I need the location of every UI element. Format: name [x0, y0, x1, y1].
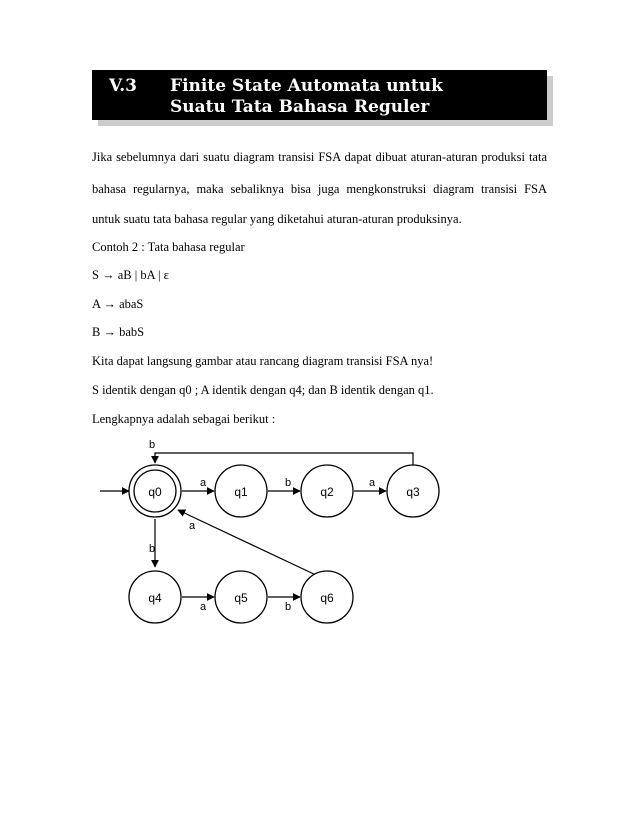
- edge-q6-q0: [178, 510, 318, 576]
- state-q5-label: q5: [234, 591, 248, 605]
- label-q4-q5: a: [199, 601, 207, 613]
- label-q0-q1: a: [199, 477, 207, 489]
- label-q1-q2: b: [284, 477, 292, 489]
- note-line-2: S identik dengan q0 ; A identik dengan q4; dan B identik dengan q1.: [92, 383, 434, 397]
- section-title-line2: Suatu Tata Bahasa Reguler: [170, 97, 430, 117]
- edge-q3-q0: [155, 453, 413, 465]
- paragraph-line-1: Jika sebelumnya dari suatu diagram transisi FSA dapat dibuat aturan-aturan produksi tata: [92, 150, 547, 164]
- rule-s: S → aB | bA | ε: [92, 268, 169, 282]
- state-q4-label: q4: [148, 591, 162, 605]
- label-q6-q0: a: [188, 520, 196, 532]
- example-heading: Contoh 2 : Tata bahasa regular: [92, 240, 245, 254]
- state-q1-label: q1: [234, 485, 248, 499]
- state-q6-label: q6: [320, 591, 334, 605]
- label-q5-q6: b: [284, 601, 292, 613]
- state-q0-label: q0: [148, 485, 162, 499]
- note-line-3: Lengkapnya adalah sebagai berikut :: [92, 412, 276, 426]
- section-title-line1: Finite State Automata untuk: [170, 76, 443, 96]
- rule-b: B → babS: [92, 325, 145, 339]
- label-q3-q0: b: [148, 439, 156, 451]
- paragraph-line-3: untuk suatu tata bahasa regular yang diketahui aturan-aturan produksinya.: [92, 212, 462, 226]
- state-q2-label: q2: [320, 485, 334, 499]
- section-number: V.3: [109, 76, 137, 96]
- rule-a: A → abaS: [92, 297, 144, 311]
- label-q2-q3: a: [368, 477, 376, 489]
- paragraph-line-2: bahasa regularnya, maka sebaliknya bisa juga mengkonstruksi diagram transisi FSA: [92, 182, 547, 196]
- state-q3-label: q3: [406, 485, 420, 499]
- label-q0-q4: b: [148, 543, 156, 555]
- note-line-1: Kita dapat langsung gambar atau rancang diagram transisi FSA nya!: [92, 354, 434, 368]
